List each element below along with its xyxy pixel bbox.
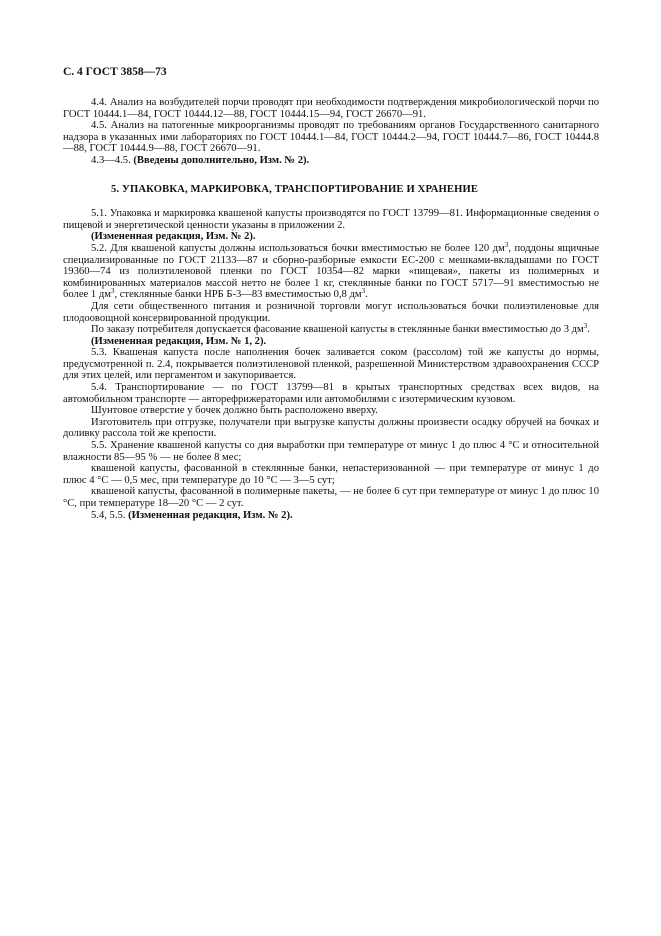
amendment-note: (Измененная редакция, Изм. № 2). — [128, 509, 293, 521]
clause-5-4-5-5-note — [63, 510, 599, 522]
clause-text: 5.2. Для квашеной капусты должны использоваться бочки вместимостью не более 120 дм — [91, 242, 505, 254]
clause-text: . — [365, 289, 368, 301]
clause-text: . — [587, 324, 590, 336]
document-body — [63, 97, 599, 521]
page-header: С. 4 ГОСТ 3858—73 — [63, 66, 167, 78]
superscript: 3 — [361, 287, 366, 296]
clause-4-4 — [63, 97, 599, 120]
clause-5-5-glass: квашеной капусты, фасованной в стеклянные банки, непастеризованной — при температуре от минус 1 до плюс 4 °С — 0,5 мес, при температуре до 10 °С — 3—5 сут; — [63, 463, 599, 486]
clause-label: 4.3—4.5. — [91, 154, 131, 166]
superscript: 3 — [583, 322, 588, 331]
clause-5-5-polymer: квашеной капусты, фасованной в полимерные пакеты, — не более 6 сут при температуре от минус 1 до плюс 10 °С, при температуре 18—20 °С — 2 сут. — [63, 486, 599, 509]
clause-5-5: 5.5. Хранение квашеной капусты со дня выработки при температуре от минус 1 до плюс 4 °С и относительной влажности 85—95 % — не более 8 мес; — [63, 440, 599, 463]
clause-5-4: 5.4. Транспортирование — по ГОСТ 13799—81 в крытых транспортных средствах всех видов, на автомобильном транспорте — авторефрижераторами или автомобилями с изотермическим кузовом. — [63, 382, 599, 405]
clause-text: , стеклянные банки НРБ Б-3—83 вместимостью 0,8 дм — [114, 289, 362, 301]
amendment-note: (Введены дополнительно, Изм. № 2). — [133, 154, 310, 166]
clause-label: 5.4, 5.5. — [91, 509, 126, 521]
clause-5-2-glass-jars — [63, 324, 599, 336]
clause-label: 4.4. — [91, 97, 107, 108]
clause-text: Анализ на возбудителей порчи проводят при необходимости подтверждения микробиологической порчи по ГОСТ 10444.1—84, ГОСТ 10444.12—88, ГОСТ 10444.15—94, ГОСТ 26670—91. — [63, 97, 599, 120]
clause-4-5 — [63, 120, 599, 155]
clause-5-4-bung-hole: Шунтовое отверстие у бочек должно быть расположено вверху. — [91, 405, 378, 417]
amendment-note: (Измененная редакция, Изм. № 2). — [91, 231, 256, 243]
clause-5-1: 5.1. Упаковка и маркировка квашеной капусты производятся по ГОСТ 13799—81. Информационные сведения о пищевой и энергетической ценности указаны в приложении 2. — [63, 208, 599, 231]
clause-5-4-manufacturer: Изготовитель при отгрузке, получатели при выгрузке капусты должны произвести осадку обручей на бочках и доливку рассола той же крепости. — [63, 416, 599, 440]
clause-label: 4.5. — [91, 120, 107, 132]
section-title: 5. УПАКОВКА, МАРКИРОВКА, ТРАНСПОРТИРОВАНИЕ И ХРАНЕНИЕ — [111, 183, 479, 195]
clause-5-2 — [63, 240, 599, 301]
clause-text: Анализ на патогенные микроорганизмы проводят по требованиям органов Государственного санитарного надзора в указанных ими лабораториях по ГОСТ 10444.1—84, ГОСТ 10444.2—94, ГОСТ 10444.7—86, ГОСТ 10444.8—88, ГОСТ 10444.9—88, ГОСТ 26670—91. — [63, 120, 600, 155]
clause-text: , поддоны ящичные специализированные по ГОСТ 21133—87 и сборно-разборные емкости ЕС-200 с мешками-вкладышами по ГОСТ 19360—74 из полиэтиленовой пленки по ГОСТ 10354—82 марки «пищевая», пакеты из полимерных и комбинированных материалов массой нетто не более 1 кг, стеклянные банки по ГОСТ 5717—91 вместимостью не более 1 дм — [63, 242, 599, 301]
clause-4-3-4-5-note — [63, 155, 599, 167]
superscript: 3 — [110, 287, 115, 296]
clause-text: По заказу потребителя допускается фасование квашеной капусты в стеклянные банки вместимостью до 3 дм — [91, 324, 584, 336]
superscript: 3 — [504, 240, 509, 249]
amendment-note: (Измененная редакция, Изм. № 1, 2). — [91, 335, 267, 347]
clause-5-2-polyethylene: Для сети общественного питания и розничной торговли могут использоваться бочки полиэтиленовые для плодоовощной консервированной продукции. — [63, 300, 599, 324]
clause-5-3: 5.3. Квашеная капуста после наполнения бочек заливается соком (рассолом) той же капусты до нормы, предусмотренной п. 2.4, покрывается полиэтиленовой пленкой, разрешенной Министерством здравоохранения СССР для этих целей, или пергаментом и закупоривается. — [63, 347, 599, 382]
